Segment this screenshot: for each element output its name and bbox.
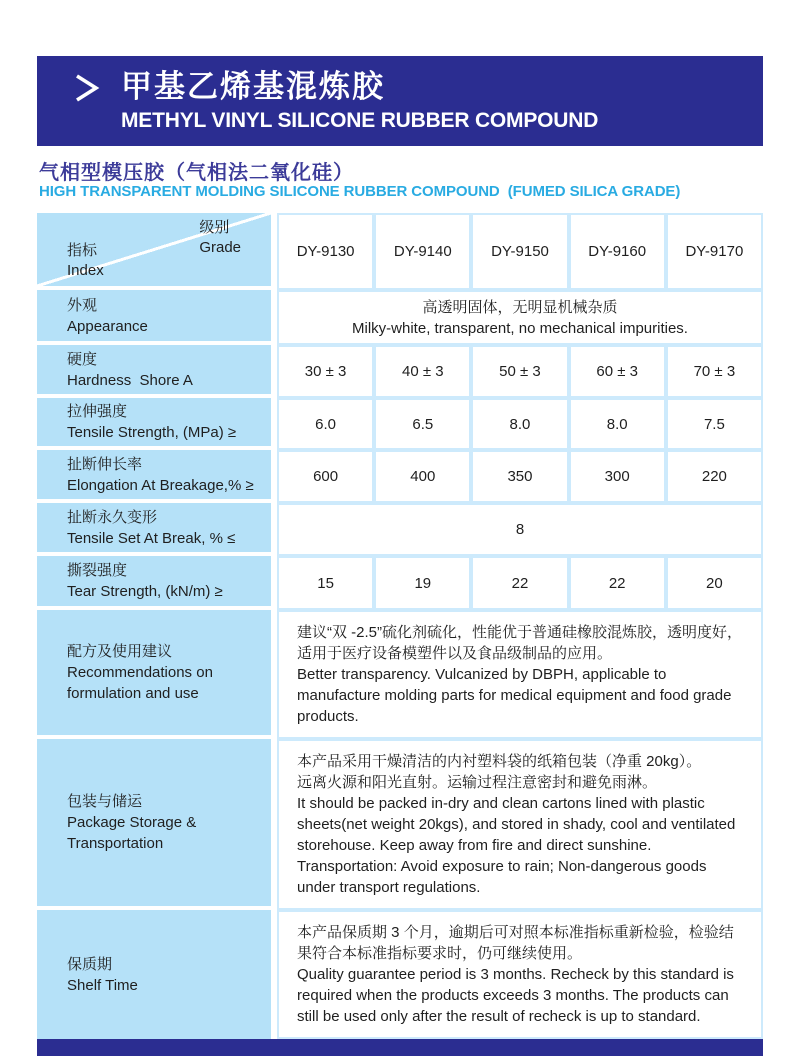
row-recommendations bbox=[37, 610, 763, 739]
value-cell: 220 bbox=[666, 450, 763, 503]
subtitle-en: HIGH TRANSPARENT MOLDING SILICONE RUBBER COMPOUND (FUMED SILICA GRADE) bbox=[39, 183, 681, 200]
row-label-en: Package Storage & Transportation bbox=[67, 814, 197, 852]
row-label-en: Tensile Set At Break, % ≤ bbox=[67, 529, 236, 547]
shelf-en: Quality guarantee period is 3 months. Recheck by this standard is required when the products exceeds 3 months. The products can still be used only after the result of recheck is up to standard. bbox=[297, 966, 734, 1025]
value-cell: 8.0 bbox=[471, 398, 568, 450]
recommendations-text-cell bbox=[277, 610, 763, 739]
shelf-text-cell bbox=[277, 910, 763, 1039]
package-en-para1: It should be packed in-dry and clean cartons lined with plastic sheets(net weight 20kgs), and stored in shady, cool and ventilated storehouse. Keep away from fire and direct sunshine. bbox=[297, 795, 736, 854]
row-label-zh: 撕裂强度 bbox=[67, 562, 128, 579]
footer-bar bbox=[37, 1039, 763, 1056]
row-label-en: Tear Strength, (kN/m) ≥ bbox=[67, 583, 223, 600]
grade-header: DY-9150 bbox=[471, 213, 568, 290]
row-label bbox=[37, 910, 277, 1039]
row-label bbox=[37, 610, 277, 739]
row-label bbox=[37, 450, 277, 503]
row-label-zh: 拉伸强度 bbox=[67, 403, 128, 420]
row-hardness bbox=[37, 345, 763, 398]
value-cell: 6.5 bbox=[374, 398, 471, 450]
row-label-en: Recommendations on formulation and use bbox=[67, 664, 213, 702]
value-cell: 300 bbox=[569, 450, 666, 503]
grade-header: DY-9170 bbox=[666, 213, 763, 290]
shelf-zh: 本产品保质期 3 个月，逾期后可对照本标准指标重新检验，检验结果符合本标准指标要求时，仍可继续使用。 bbox=[297, 924, 734, 962]
row-package-storage bbox=[37, 739, 763, 910]
appearance-value-en: Milky-white, transparent, no mechanical impurities. bbox=[352, 319, 688, 337]
row-label-en: Tensile Strength, (MPa) ≥ bbox=[67, 424, 237, 441]
corner-index-label bbox=[67, 241, 104, 281]
package-text-cell bbox=[277, 739, 763, 910]
page-title-en: METHYL VINYL SILICONE RUBBER COMPOUND bbox=[121, 108, 599, 132]
value-cell: 60 ± 3 bbox=[569, 345, 666, 398]
row-label-zh: 配方及使用建议 bbox=[67, 643, 173, 660]
grade-header: DY-9130 bbox=[277, 213, 374, 290]
row-label-zh: 硬度 bbox=[67, 350, 98, 368]
value-cell: 7.5 bbox=[666, 398, 763, 450]
row-label bbox=[37, 503, 277, 556]
row-label-en: Appearance bbox=[67, 317, 148, 335]
package-zh-line1: 本产品采用干燥清洁的内衬塑料袋的纸箱包装（净重 20kg）。 bbox=[297, 753, 702, 770]
row-label-en: Shelf Time bbox=[67, 976, 138, 994]
package-zh-line2: 远离火源和阳光直射。运输过程注意密封和避免雨淋。 bbox=[297, 774, 658, 791]
row-label bbox=[37, 739, 277, 910]
package-en-para2: Transportation: Avoid exposure to rain; Non-dangerous goods under transport regulations. bbox=[297, 858, 707, 896]
value-cell: 6.0 bbox=[277, 398, 374, 450]
row-tensile-set bbox=[37, 503, 763, 556]
value-cell: 22 bbox=[569, 556, 666, 610]
row-shelf-time bbox=[37, 910, 763, 1039]
value-cell: 40 ± 3 bbox=[374, 345, 471, 398]
value-cell: 22 bbox=[471, 556, 568, 610]
row-label-zh: 外观 bbox=[67, 296, 98, 314]
value-cell: 600 bbox=[277, 450, 374, 503]
value-cell-span bbox=[277, 290, 763, 345]
subtitle-zh: 气相型模压胶（气相法二氧化硅） bbox=[39, 162, 354, 184]
header-titles bbox=[121, 69, 598, 134]
row-label-zh: 扯断伸长率 bbox=[67, 455, 143, 473]
corner-index-en: Index bbox=[67, 262, 104, 279]
recommendations-zh: 建议“双 -2.5”硫化剂硫化，性能优于普通硅橡胶混炼胶，透明度好，适用于医疗设备模塑件以及食品级制品的应用。 bbox=[297, 624, 743, 662]
corner-grade-label bbox=[199, 218, 241, 258]
recommendations-en: Better transparency. Vulcanized by DBPH, applicable to manufacture molding parts for medical equipment and food grade products. bbox=[297, 666, 732, 725]
grade-header: DY-9160 bbox=[569, 213, 666, 290]
value-cell: 70 ± 3 bbox=[666, 345, 763, 398]
corner-grade-zh: 级别 bbox=[199, 219, 230, 236]
value-cell: 350 bbox=[471, 450, 568, 503]
value-cell: 400 bbox=[374, 450, 471, 503]
corner-index-zh: 指标 bbox=[67, 242, 98, 259]
row-tear-strength bbox=[37, 556, 763, 610]
row-label-zh: 保质期 bbox=[67, 955, 113, 973]
value-cell: 15 bbox=[277, 556, 374, 610]
table-header-row bbox=[37, 213, 763, 290]
chevron-right-icon bbox=[73, 72, 101, 109]
corner-cell bbox=[37, 213, 277, 290]
row-label-en: Elongation At Breakage,% ≥ bbox=[67, 476, 254, 494]
row-label bbox=[37, 556, 277, 610]
value-cell-span: 8 bbox=[277, 503, 763, 556]
grade-header: DY-9140 bbox=[374, 213, 471, 290]
value-cell: 19 bbox=[374, 556, 471, 610]
row-label bbox=[37, 398, 277, 450]
row-label-en: Hardness Shore A bbox=[67, 371, 193, 389]
row-label-zh: 包装与储运 bbox=[67, 793, 143, 810]
value-cell: 50 ± 3 bbox=[471, 345, 568, 398]
row-label-zh: 扯断永久变形 bbox=[67, 508, 158, 526]
spec-table bbox=[37, 213, 763, 1039]
page-title-zh: 甲基乙烯基混炼胶 bbox=[121, 68, 385, 104]
row-appearance bbox=[37, 290, 763, 345]
value-cell: 8.0 bbox=[569, 398, 666, 450]
corner-grade-en: Grade bbox=[199, 239, 242, 256]
row-label bbox=[37, 290, 277, 345]
row-tensile-strength bbox=[37, 398, 763, 450]
value-cell: 30 ± 3 bbox=[277, 345, 374, 398]
row-elongation bbox=[37, 450, 763, 503]
header-band bbox=[37, 56, 763, 146]
value-cell: 20 bbox=[666, 556, 763, 610]
row-label bbox=[37, 345, 277, 398]
appearance-value-zh: 高透明固体，无明显机械杂质 bbox=[422, 298, 618, 316]
